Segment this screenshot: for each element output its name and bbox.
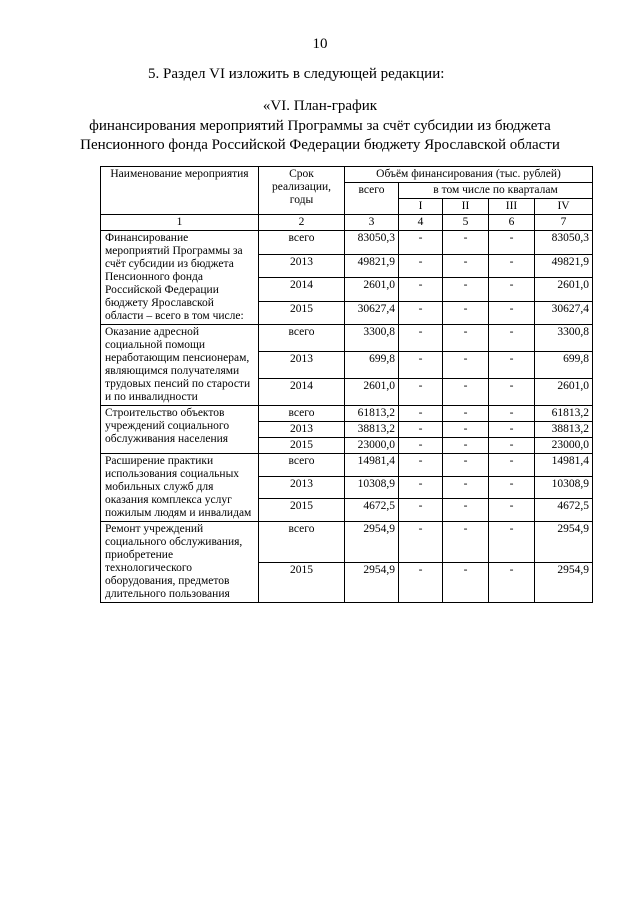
term-cell: 2015: [259, 499, 345, 522]
total-cell: 83050,3: [345, 231, 399, 255]
term-cell: 2014: [259, 278, 345, 302]
total-cell: 38813,2: [345, 422, 399, 438]
term-cell: 2015: [259, 301, 345, 325]
q3-cell: -: [489, 301, 535, 325]
q3-cell: -: [489, 406, 535, 422]
q1-cell: -: [399, 438, 443, 454]
header-volume: Объём финансирования (тыс. рублей): [345, 167, 593, 183]
q4-cell: 83050,3: [535, 231, 593, 255]
header-name: Наименование мероприятия: [101, 167, 259, 215]
term-cell: 2015: [259, 438, 345, 454]
term-cell: всего: [259, 522, 345, 563]
q1-cell: -: [399, 325, 443, 352]
q3-cell: -: [489, 231, 535, 255]
table-row: [101, 231, 593, 255]
section-title: «VI. План-график: [262, 98, 378, 114]
column-number: 3: [345, 215, 399, 231]
q2-cell: -: [443, 254, 489, 278]
total-cell: 49821,9: [345, 254, 399, 278]
q2-cell: -: [443, 301, 489, 325]
header-q2: II: [443, 199, 489, 215]
q4-cell: 30627,4: [535, 301, 593, 325]
term-cell: всего: [259, 406, 345, 422]
term-cell: 2013: [259, 422, 345, 438]
activity-name: Строительство объектов учреждений социального обслуживания населения: [101, 406, 259, 454]
total-cell: 30627,4: [345, 301, 399, 325]
total-cell: 699,8: [345, 352, 399, 379]
intro-text: 5. Раздел VI изложить в следующей редакции:: [148, 66, 445, 82]
q3-cell: -: [489, 522, 535, 563]
q2-cell: -: [443, 278, 489, 302]
column-number: 2: [259, 215, 345, 231]
column-number: 6: [489, 215, 535, 231]
total-cell: 14981,4: [345, 454, 399, 477]
column-number: 7: [535, 215, 593, 231]
q4-cell: 2954,9: [535, 562, 593, 603]
header-total: всего: [345, 183, 399, 215]
term-cell: 2013: [259, 254, 345, 278]
q4-cell: 49821,9: [535, 254, 593, 278]
total-cell: 61813,2: [345, 406, 399, 422]
q2-cell: -: [443, 499, 489, 522]
page-number: 10: [312, 36, 328, 52]
total-cell: 2601,0: [345, 278, 399, 302]
q2-cell: -: [443, 422, 489, 438]
q2-cell: -: [443, 352, 489, 379]
total-cell: 2954,9: [345, 562, 399, 603]
q4-cell: 699,8: [535, 352, 593, 379]
q3-cell: -: [489, 278, 535, 302]
header-q3: III: [489, 199, 535, 215]
activity-name: Ремонт учреждений социального обслуживания, приобретение технологического оборудования, предметов длительного пользования: [101, 522, 259, 603]
q1-cell: -: [399, 406, 443, 422]
header-term: Срок реализации, годы: [259, 167, 345, 215]
activity-name: Оказание адресной социальной помощи неработающим пенсионерам, являющимся получателями трудовых пенсий по старости и по инвалидности: [101, 325, 259, 406]
q3-cell: -: [489, 454, 535, 477]
q4-cell: 2601,0: [535, 278, 593, 302]
q2-cell: -: [443, 454, 489, 477]
q1-cell: -: [399, 352, 443, 379]
section-subtitle-line-1: финансирования мероприятий Программы за счёт субсидии из бюджета: [89, 118, 551, 134]
table-row: [101, 522, 593, 563]
table-row: [101, 454, 593, 477]
q1-cell: -: [399, 278, 443, 302]
total-cell: 3300,8: [345, 325, 399, 352]
activity-name: Финансирование мероприятий Программы за счёт субсидии из бюджета Пенсионного фонда Российской Федерации бюджету Ярославской области – всего в том числе:: [101, 231, 259, 325]
total-cell: 10308,9: [345, 476, 399, 499]
header-q1: I: [399, 199, 443, 215]
q1-cell: -: [399, 522, 443, 563]
total-cell: 23000,0: [345, 438, 399, 454]
q3-cell: -: [489, 438, 535, 454]
total-cell: 2954,9: [345, 522, 399, 563]
q4-cell: 61813,2: [535, 406, 593, 422]
q3-cell: -: [489, 254, 535, 278]
term-cell: 2013: [259, 352, 345, 379]
q4-cell: 4672,5: [535, 499, 593, 522]
table-row: [101, 325, 593, 352]
term-cell: 2015: [259, 562, 345, 603]
q4-cell: 38813,2: [535, 422, 593, 438]
q3-cell: -: [489, 476, 535, 499]
q4-cell: 14981,4: [535, 454, 593, 477]
table-body: [101, 231, 593, 603]
table-row: [101, 406, 593, 422]
q3-cell: -: [489, 325, 535, 352]
q2-cell: -: [443, 379, 489, 406]
term-cell: всего: [259, 231, 345, 255]
q2-cell: -: [443, 325, 489, 352]
column-number-row: [101, 215, 593, 231]
q2-cell: -: [443, 522, 489, 563]
column-number: 5: [443, 215, 489, 231]
financing-schedule-table: [100, 166, 593, 603]
q4-cell: 3300,8: [535, 325, 593, 352]
total-cell: 2601,0: [345, 379, 399, 406]
q1-cell: -: [399, 301, 443, 325]
q2-cell: -: [443, 476, 489, 499]
q2-cell: -: [443, 562, 489, 603]
term-cell: 2014: [259, 379, 345, 406]
q2-cell: -: [443, 406, 489, 422]
q3-cell: -: [489, 562, 535, 603]
q1-cell: -: [399, 231, 443, 255]
q4-cell: 10308,9: [535, 476, 593, 499]
q4-cell: 23000,0: [535, 438, 593, 454]
header-quarters: в том числе по кварталам: [399, 183, 593, 199]
q1-cell: -: [399, 422, 443, 438]
term-cell: всего: [259, 325, 345, 352]
term-cell: всего: [259, 454, 345, 477]
q3-cell: -: [489, 422, 535, 438]
header-q4: IV: [535, 199, 593, 215]
q1-cell: -: [399, 454, 443, 477]
column-number: 4: [399, 215, 443, 231]
q3-cell: -: [489, 379, 535, 406]
q1-cell: -: [399, 254, 443, 278]
total-cell: 4672,5: [345, 499, 399, 522]
q1-cell: -: [399, 476, 443, 499]
q4-cell: 2601,0: [535, 379, 593, 406]
q1-cell: -: [399, 499, 443, 522]
activity-name: Расширение практики использования социальных мобильных служб для оказания комплекса услуг пожилым людям и инвалидам: [101, 454, 259, 522]
term-cell: 2013: [259, 476, 345, 499]
q2-cell: -: [443, 438, 489, 454]
q3-cell: -: [489, 352, 535, 379]
q3-cell: -: [489, 499, 535, 522]
q2-cell: -: [443, 231, 489, 255]
q1-cell: -: [399, 379, 443, 406]
section-subtitle-line-2: Пенсионного фонда Российской Федерации бюджету Ярославской области: [80, 137, 560, 153]
q1-cell: -: [399, 562, 443, 603]
q4-cell: 2954,9: [535, 522, 593, 563]
column-number: 1: [101, 215, 259, 231]
